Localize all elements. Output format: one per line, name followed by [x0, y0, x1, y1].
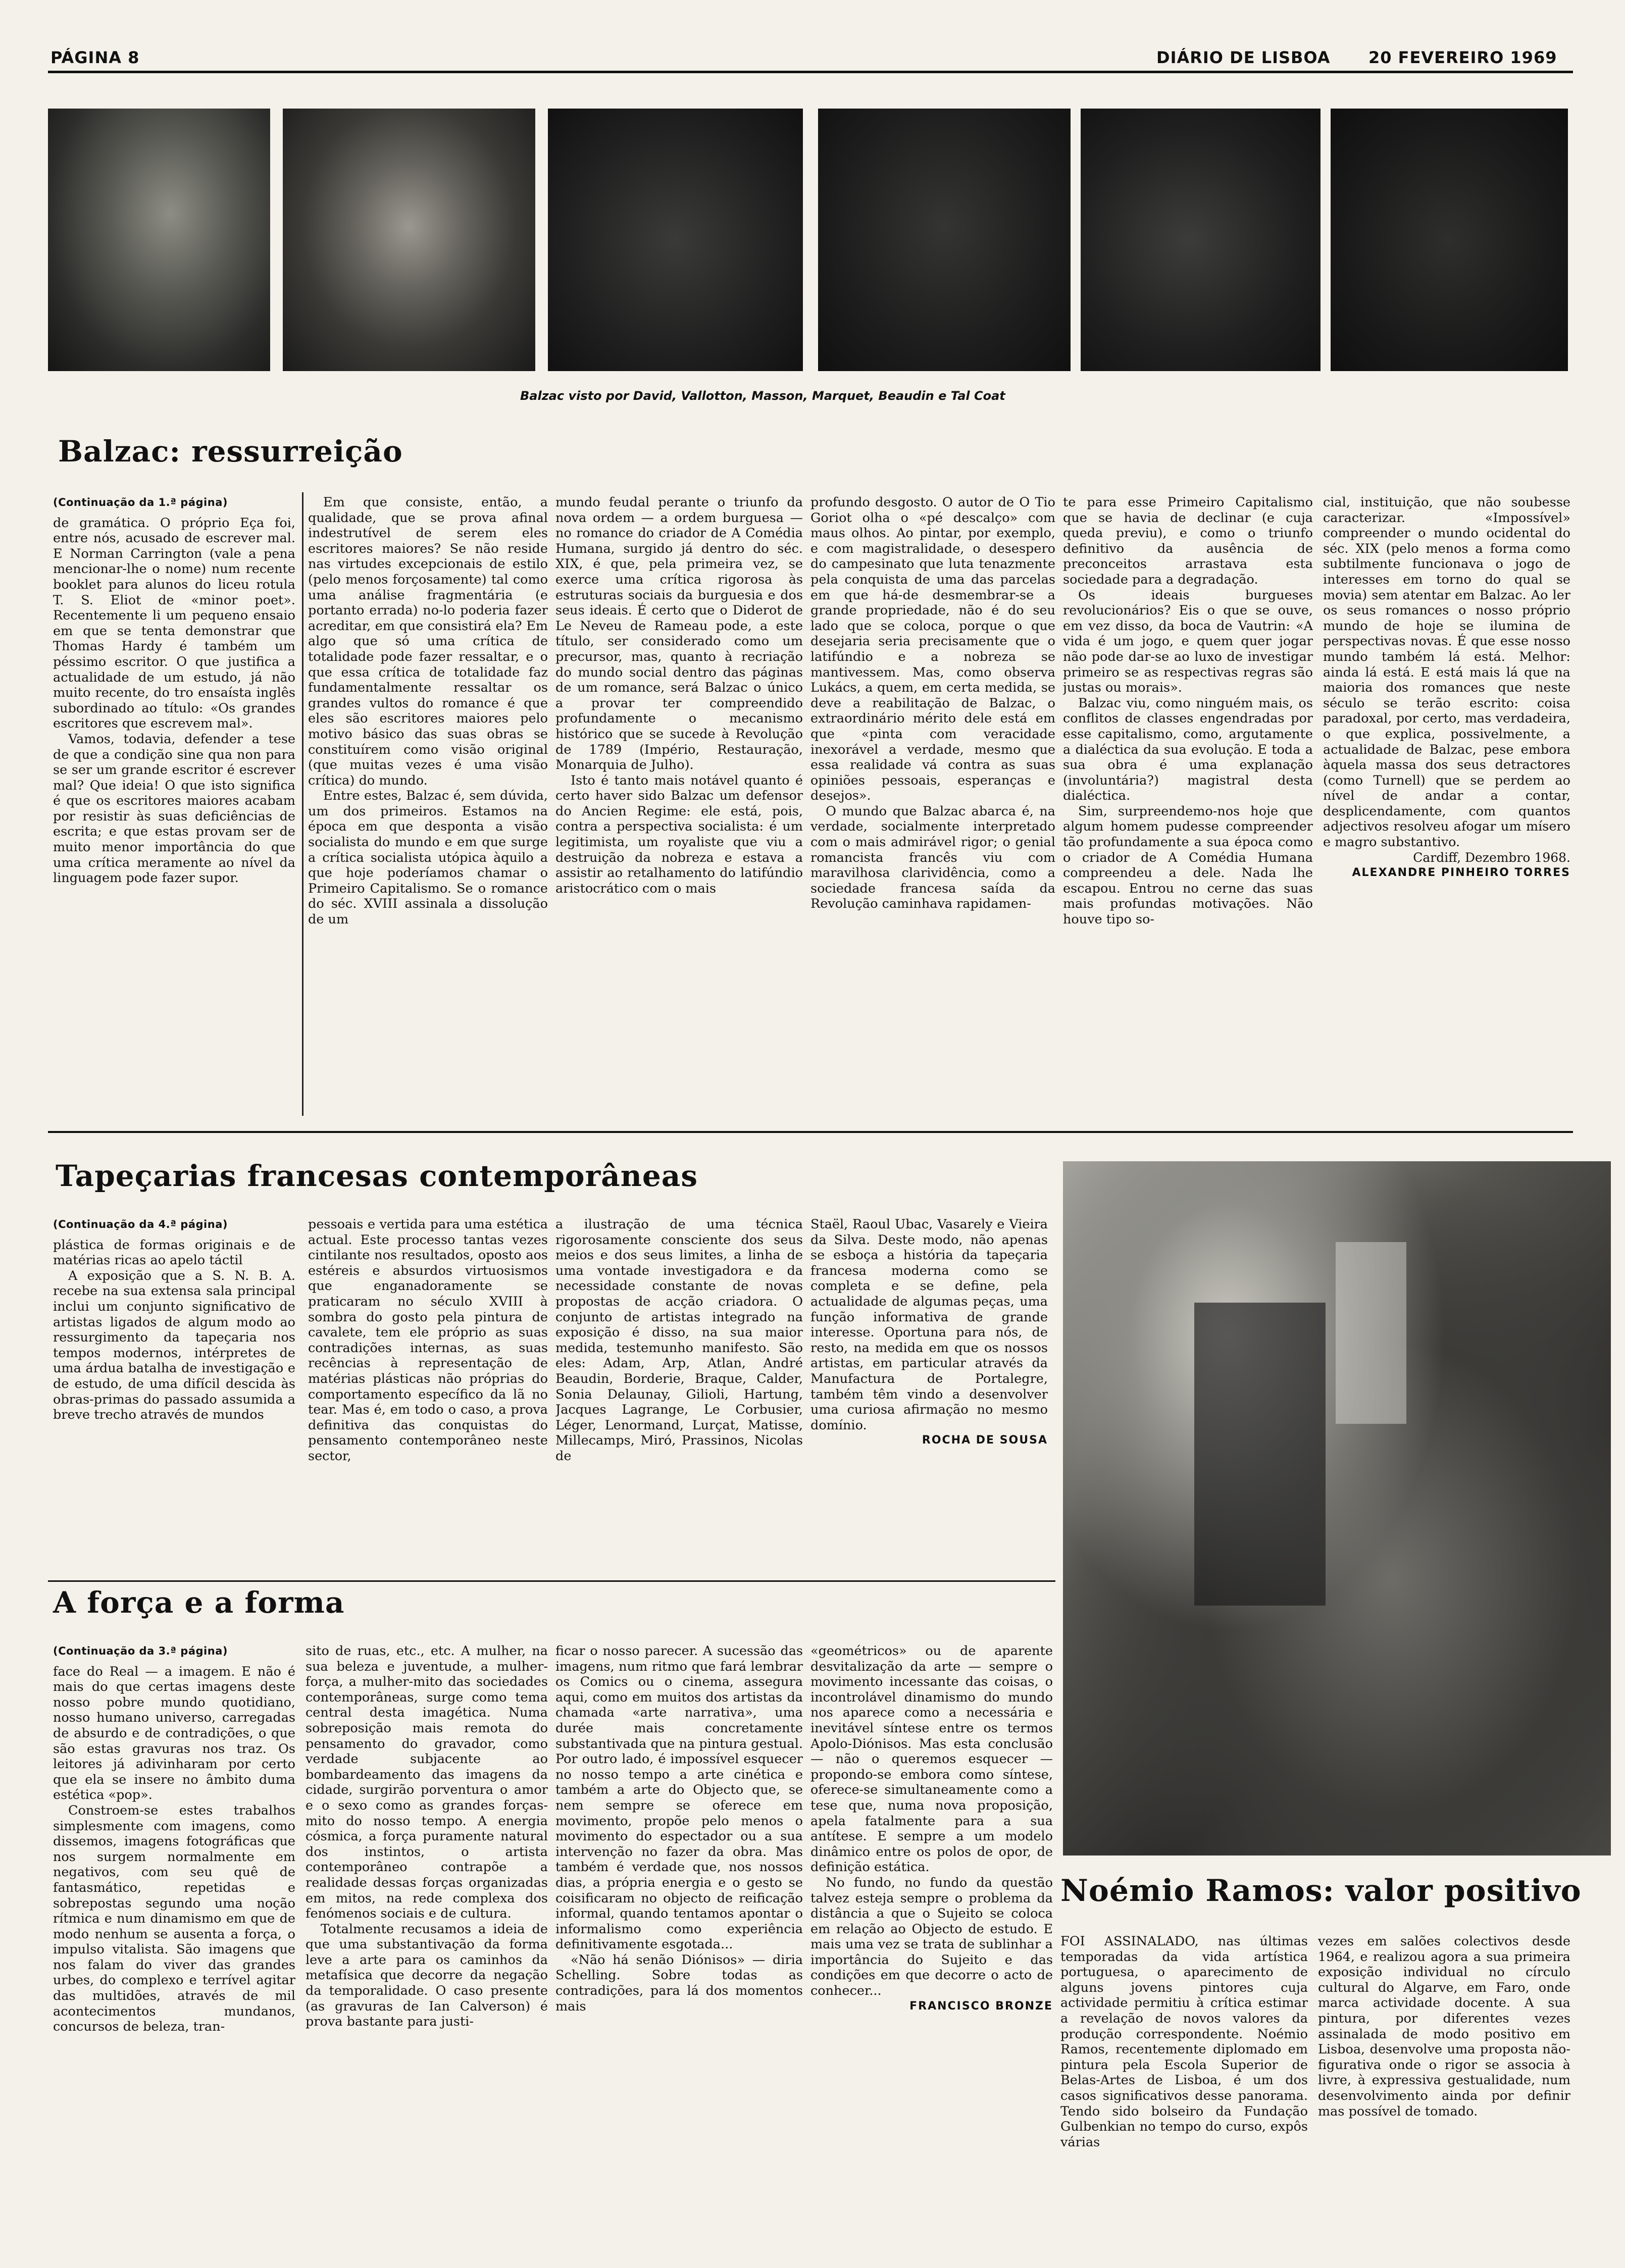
forca-text-4a: «geométricos» ou de aparente desvitalização da arte — sempre o movimento incessante das coisas, o incontrolável dinamismo do mundo nos aparece como a necessária e inevitável síntese entre os termos Apolo-Diónisos. Mas esta conclusão — não o queremos esquecer — propondo-se embora como síntese, oferece-se simultaneamente como a tese que, numa nova proposição, apela fatalmente para a sua antítese. E sempre a um modelo dinâmico entre os polos de opor, de definição estática. — [810, 1643, 1053, 1875]
forca-text-1b: Constroem-se estes trabalhos simplesmente com imagens, como dissemos, imagens fotográficas que nos surgem normalmente em negativos, com seu quê de fantasmático, repetidas e sobrepostas segundo uma noção rítmica e num dinamismo em que de modo nenhum se ausenta a força, o impulso vitalista. São imagens que nos falam do viver das grandes urbes, do complexo e terrível agitar das multidões, através de mil acontecimentos mundanos, concursos de beleza, tran- — [53, 1802, 295, 2035]
balzac-text-5a: te para esse Primeiro Capitalismo que se havia de declinar (e cuja queda previu), e como o triunfo definitivo da ausência de preconceitos arrastava esta sociedade para a degradação. — [1063, 495, 1313, 587]
tapecarias-column-4 — [810, 1217, 1048, 1570]
balzac-column-6 — [1323, 495, 1570, 1121]
photo-caption: Balzac visto por David, Vallotton, Masson, Marquet, Beaudin e Tal Coat — [520, 389, 1005, 403]
balzac-text-1a: de gramática. O próprio Eça foi, entre nós, acusado de escrever mal. E Norman Carrington (vale a pena mencionar-lhe o nome) num recente booklet para alunos do liceu rotula T. S. Eliot de «minor poet». Recentemente li um pequeno ensaio em que se tenta demonstrar que Thomas Hardy é também um péssimo escritor. O que justifica a actualidade de um estudo, já não muito recente, do tro ensaísta inglês subordinado ao título: «Os grandes escritores que escrevem mal». — [53, 515, 295, 732]
balzac-text-4b: O mundo que Balzac abarca é, na verdade, socialmente interpretado com o mais admirável rigor; o genial romancista francês viu com maravilhosa clarividência, como a sociedade francesa saída da Revolução caminhava rapidamen- — [810, 803, 1055, 912]
forca-text-3a: ficar o nosso parecer. A sucessão das imagens, num ritmo que fará lembrar os Comics ou o cinema, assegura aqui, como em muitos dos artistas da chamada «arte narrativa», uma durée mais concretamente substantivada que na pintura gestual. Por outro lado, é impossível esquecer no nosso tempo a arte cinética e também a arte do Objecto que, se nem sempre se oferece em movimento, propõe pelo menos o movimento do espectador ou a sua intervenção no fazer da obra. Mas também é verdade que, nos nossos dias, a própria energia e o gesto se coisificaram no objecto de reificação informal, quando tentamos apontar o informalismo como experiência definitivamente esgotada... — [555, 1643, 803, 1952]
balzac-text-1b: Vamos, todavia, defender a tese de que a condição sine qua non para se ser um grande escritor é escrever mal? Que ideia! O que isto significa é que os escritores maiores acabam por resistir às suas deficiências de escrita; e que estas provam ser de muito menor importância do que uma crítica meramente ao nível da linguagem pode fazer supor. — [53, 731, 295, 886]
balzac-column-2 — [308, 495, 548, 1121]
forca-continuation: (Continuação da 3.ª página) — [53, 1645, 228, 1657]
section-rule — [48, 1580, 1055, 1582]
balzac-column-3 — [555, 495, 803, 1121]
balzac-text-2b: Entre estes, Balzac é, sem dúvida, um dos primeiros. Estamos na época em que desponta a visão socialista do mundo e em que surge a crítica socialista utópica àquilo a que hoje poderíamos chamar o Primeiro Capitalismo. Se o romance do séc. XVIII assinala a dissolução de um — [308, 788, 548, 927]
balzac-text-2a: Em que consiste, então, a qualidade, que se prova afinal indestrutível de serem eles escritores maiores? Se não reside nas virtudes excepcionais de estilo (pelo menos forçosamente) tal como uma análise fragmentária (e portanto errada) no-lo poderia fazer acreditar, em que consistirá ela? Em algo que só uma crítica de totalidade pode fazer ressaltar, e o que essa crítica de totalidade faz fundamentalmente ressaltar os grandes vultos do romance é que eles são escritores maiores pelo motivo básico das suas obras se constituírem como visão original (que muitas vezes é uma visão crítica) do mundo. — [308, 495, 548, 788]
tapecarias-column-2 — [308, 1217, 548, 1570]
balzac-column-1 — [53, 495, 295, 1121]
balzac-text-5b: Os ideais burgueses revolucionários? Eis o que se ouve, em vez disso, da boca de Vautrin: «A vida é um jogo, e quem quer jogar não pode dar-se ao luxo de investigar primeiro se as respectivas regras são justas ou morais». — [1063, 587, 1313, 696]
tapecarias-text-4: Staël, Raoul Ubac, Vasarely e Vieira da Silva. Deste modo, não apenas se esboça a história da tapeçaria francesa moderna como se completa e se define, pela actualidade de algumas peças, uma função informativa de grande interesse. Oportuna para nós, de resto, na medida em que os nossos artistas, em particular através da Manufactura de Portalegre, também têm vindo a desenvolver uma curiosa afirmação no mesmo domínio. — [810, 1217, 1048, 1433]
portrait-david — [48, 109, 270, 371]
forca-author: FRANCISCO BRONZE — [909, 1999, 1053, 2013]
tapecarias-column-3 — [555, 1217, 803, 1570]
forca-column-2 — [306, 1643, 548, 2254]
balzac-text-4a: profundo desgosto. O autor de O Tio Goriot olha o «pé descalço» com maus olhos. Ao pintar, por exemplo, e com magistralidade, o desespero do campesinato que luta tenazmente pela conquista de uma das parcelas em que há-de desmembrar-se a grande propriedade, não é do seu lado que se coloca, porque o que desejaria seria precisamente que o latifúndio e a nobreza se mantivessem. Mas, como observa Lukács, a quem, em certa medida, se deve a reabilitação de Balzac, o extraordinário mérito dele está em que «pinta com veracidade inexorável a verdade, mesmo que essa realidade vá contra as suas opiniões pessoais, esperanças e desejos». — [810, 495, 1055, 804]
noemio-ramos-artwork-photo — [1063, 1161, 1611, 1855]
tapecarias-continuation: (Continuação da 4.ª página) — [53, 1218, 228, 1230]
forca-text-3b: «Não há senão Diónisos» — diria Schelling. Sobre todas as contradições, para lá dos momentos mais — [555, 1952, 803, 2014]
balzac-text-3a: mundo feudal perante o triunfo da nova ordem — a ordem burguesa — no romance do criador de A Comédia Humana, surgido já dentro do séc. XIX, é que, pela primeira vez, se exerce uma crítica rigorosa às estruturas sociais da burguesia e dos seus ideais. É certo que o Diderot de Le Neveu de Rameau pode, a este título, ser considerado como um precursor, mas, quanto à recriação do mundo social dentro das páginas de um romance, será Balzac o único a provar ter compreendido profundamente o mecanismo histórico que se sucede à Revolução de 1789 (Império, Restauração, Monarquia de Julho). — [555, 495, 803, 773]
noemio-column-2 — [1318, 1934, 1570, 2257]
balzac-text-5d: Sim, surpreendemo-nos hoje que algum homem pudesse compreender tão profundamente a sua época como o criador de A Comédia Humana compreendeu a dele. Nada lhe escapou. Entrou no cerne das suas mais profundas motivações. Não houve tipo so- — [1063, 803, 1313, 927]
balzac-column-5 — [1063, 495, 1313, 1121]
balzac-text-5c: Balzac viu, como ninguém mais, os conflitos de classes engendradas por esse capitalismo, como, argutamente a dialéctica da sua evolução. E toda a sua obra é uma explanação (involuntária?) magistral desta dialéctica. — [1063, 695, 1313, 804]
forca-column-3 — [555, 1643, 803, 2254]
section-rule — [48, 1131, 1573, 1133]
page-number: PÁGINA 8 — [50, 48, 140, 67]
balzac-dateline: Cardiff, Dezembro 1968. — [1413, 850, 1570, 865]
issue-date: 20 FEVEREIRO 1969 — [1368, 48, 1557, 67]
portrait-beaudin — [1081, 109, 1321, 371]
forca-text-1a: face do Real — a imagem. E não é mais do que certas imagens deste nosso pobre mundo quotidiano, nosso humano universo, carregadas de absurdo e de contradições, o que são estas gravuras nos traz. Os leitores já adivinharam por certo que ela se insere no âmbito duma estética «pop». — [53, 1664, 295, 1803]
noemio-text-1: FOI ASSINALADO, nas últimas temporadas da vida artística portuguesa, o aparecimento de alguns jovens pintores cuja actividade permitiu à crítica estimar a revelação de novos valores da produção correspondente. Noémio Ramos, recentemente diplomado em pintura pela Escola Superior de Belas-Artes de Lisboa, é um dos casos significativos desse panorama. Tendo sido bolseiro da Fundação Gulbenkian no tempo do curso, expôs várias — [1060, 1934, 1308, 2150]
balzac-text-6: cial, instituição, que não soubesse caracterizar. «Impossível» compreender o mundo ocidental do séc. XIX (pelo menos a forma como subtilmente funcionava o jogo de interesses em torno do qual se movia) sem atentar em Balzac. Ao ler os seus romances o nosso próprio mundo de hoje se ilumina de perspectivas novas. É que esse nosso mundo também lá está. Melhor: ainda lá está. E está mais lá que na maioria dos romances que neste século se terão escrito: coisa paradoxal, por certo, mas verdadeira, o que explica, possivelmente, a actualidade de Balzac, pese embora àquela massa dos seus detractores (como Turnell) que se perdem ao nível de andar a contar, desplicendamente, com quantos adjectivos resolveu afogar um mísero e magro substantivo. — [1323, 495, 1570, 850]
article-title-noemio: Noémio Ramos: valor positivo — [1060, 1873, 1582, 1909]
balzac-text-3b: Isto é tanto mais notável quanto é certo haver sido Balzac um defensor do Ancien Regime: ele está, pois, contra a perspectiva socialista: é um legitimista, um royaliste que viu a destruição da nobreza e estava a assistir ao retalhamento do latifúndio aristocrático com o mais — [555, 772, 803, 896]
balzac-author: ALEXANDRE PINHEIRO TORRES — [1352, 866, 1570, 880]
portrait-vallotton — [283, 109, 535, 371]
forca-text-4b: No fundo, no fundo da questão talvez esteja sempre o problema da distância a que o Sujeito se coloca em relação ao Objecto de estudo. E mais uma vez se trata de sublinhar a importância do Sujeito e das condições em que decorre o acto de conhecer... — [810, 1875, 1053, 1999]
article-title-balzac: Balzac: ressurreição — [58, 434, 403, 469]
header-rule — [48, 71, 1573, 73]
column-divider — [302, 492, 303, 1116]
forca-text-2b: Totalmente recusamos a ideia de que uma substantivação da forma leve a arte para os caminhos da metafísica que decorre da negação da temporalidade. O caso presente (as gravuras de Ian Calverson) é prova bastante para justi- — [306, 1921, 548, 2030]
tapecarias-text-1a: plástica de formas originais e de matérias ricas ao apelo táctil — [53, 1237, 295, 1268]
forca-text-2a: sito de ruas, etc., etc. A mulher, na sua beleza e juventude, a mulher-força, a mulher-mito das sociedades contemporâneas, surge como tema central desta imagética. Numa sobreposição mais remota do pensamento do gravador, como verdade subjacente ao bombardeamento das imagens da cidade, surgirão porventura o amor e o sexo como as grandes forças-mito do nosso tempo. A energia cósmica, a força puramente natural dos instintos, o artista contemporâneo contrapõe a realidade dessas forças organizadas em mitos, na rede complexa dos fenómenos sociais e de cultura. — [306, 1643, 548, 1922]
noemio-column-1 — [1060, 1934, 1308, 2257]
portrait-marquet — [818, 109, 1071, 371]
article-title-tapecarias: Tapeçarias francesas contemporâneas — [56, 1159, 698, 1193]
article-title-forca: A força e a forma — [53, 1585, 345, 1620]
tapecarias-text-3: a ilustração de uma técnica rigorosamente consciente dos seus meios e dos seus limites, a linha de uma vontade investigadora e da necessidade constante de novas propostas de acção criadora. O conjunto de artistas integrado na exposição é disso, na sua maior medida, testemunho manifesto. São eles: Adam, Arp, Atlan, André Beaudin, Borderie, Braque, Calder, Sonia Delaunay, Gilioli, Hartung, Jacques Lagrange, Le Corbusier, Léger, Lenormand, Lurçat, Matisse, Millecamps, Miró, Prassinos, Nicolas de — [555, 1217, 803, 1464]
forca-column-4 — [810, 1643, 1053, 2254]
noemio-text-2: vezes em salões colectivos desde 1964, e realizou agora a sua primeira exposição individual no círculo cultural do Algarve, em Faro, onde marca actividade docente. A sua pintura, por diferentes vezes assinalada de modo positivo em Lisboa, desenvolve uma proposta não-figurativa onde o rigor se associa à livre, à expressiva gestualidade, num desenvolvimento ainda por definir mas possível de tomado. — [1318, 1934, 1570, 2119]
balzac-continuation: (Continuação da 1.ª página) — [53, 496, 228, 508]
tapecarias-text-1b: A exposição que a S. N. B. A. recebe na sua extensa sala principal inclui um conjunto significativo de artistas ligados de algum modo ao ressurgimento da tapeçaria nos tempos modernos, intérpretes de uma árdua batalha de investigação e de estudo, de uma difícil descida às obras-primas do passado assumida a breve trecho através de mundos — [53, 1268, 295, 1423]
portrait-masson — [548, 109, 803, 371]
forca-column-1 — [53, 1643, 295, 2254]
balzac-column-4 — [810, 495, 1055, 1121]
tapecarias-column-1 — [53, 1217, 295, 1570]
portrait-tal-coat — [1331, 109, 1568, 371]
tapecarias-author: ROCHA DE SOUSA — [922, 1434, 1048, 1447]
newspaper-name: DIÁRIO DE LISBOA — [1156, 48, 1331, 67]
tapecarias-text-2: pessoais e vertida para uma estética actual. Este processo tantas vezes cintilante nos resultados, oposto aos estéreis e absurdos virtuosismos que enganadoramente se praticaram no século XVIII à sombra do gosto pela pintura de cavalete, tem ele próprio as suas contradições internas, as suas recências à representação de matérias plásticas não próprias do comportamento específico da lã no tear. Mas é, em todo o caso, a prova definitiva das conquistas do pensamento contemporâneo neste sector, — [308, 1217, 548, 1464]
